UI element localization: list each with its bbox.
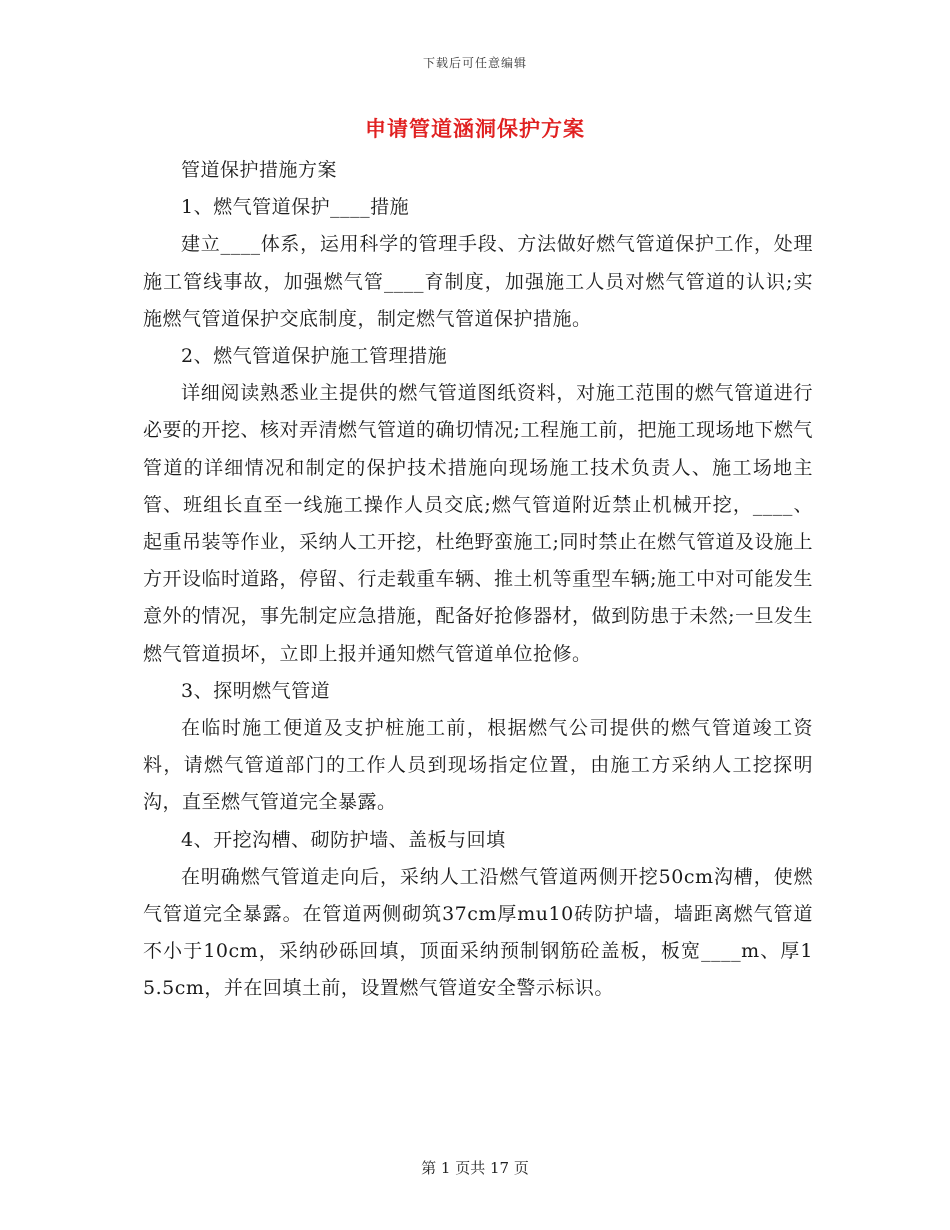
section-body-3: 在临时施工便道及支护桩施工前，根据燃气公司提供的燃气管道竣工资料，请燃气管道部门的工作人员到现场指定位置，由施工方采纳人工挖探明沟，直至燃气管道完全暴露。: [143, 717, 813, 814]
section-heading-1: 1、燃气管道保护____措施: [181, 196, 410, 219]
page-header-note: 下载后可任意编辑: [422, 56, 527, 70]
section-body-2: 详细阅读熟悉业主提供的燃气管道图纸资料，对施工范围的燃气管道进行必要的开挖、核对弄清燃气管道的确切情况;工程施工前，把施工现场地下燃气管道的详细情况和制定的保护技术措施向现场施工技术负责人、施工场地主管、班组长直至一线施工操作人员交底;燃气管道附近禁止机械开挖，____、起重吊装等作业，采纳人工开挖，杜绝野蛮施工;同时禁止在燃气管道及设施上方开设临时道路，停留、行走载重车辆、推土机等重型车辆;施工中对可能发生意外的情况，事先制定应急措施，配备好抢修器材，做到防患于未然;一旦发生燃气管道损坏，立即上报并通知燃气管道单位抢修。: [143, 382, 813, 665]
section-intro: 管道保护措施方案: [181, 159, 338, 181]
document-body: [143, 152, 813, 1008]
section-heading-4: 4、开挖沟槽、砌防护墙、盖板与回填: [181, 828, 506, 851]
section-heading-3: 3、探明燃气管道: [181, 679, 331, 702]
page-number: 第 1 页共 17 页: [421, 1159, 529, 1177]
section-body-1: 建立____体系，运用科学的管理手段、方法做好燃气管道保护工作，处理施工管线事故，加强燃气管____育制度，加强施工人员对燃气管道的认识;实施燃气管道保护交底制度，制定燃气管道保护措施。: [143, 233, 813, 330]
document-title: 申请管道涵洞保护方案: [365, 116, 585, 141]
section-body-4: 在明确燃气管道走向后，采纳人工沿燃气管道两侧开挖50cm沟槽，使燃气管道完全暴露。在管道两侧砌筑37cm厚mu10砖防护墙，墙距离燃气管道不小于10cm，采纳砂砾回填，顶面采纳预制钢筋砼盖板，板宽____m、厚15.5cm，并在回填土前，设置燃气管道安全警示标识。: [143, 865, 813, 1000]
section-heading-2: 2、燃气管道保护施工管理措施: [181, 345, 448, 368]
